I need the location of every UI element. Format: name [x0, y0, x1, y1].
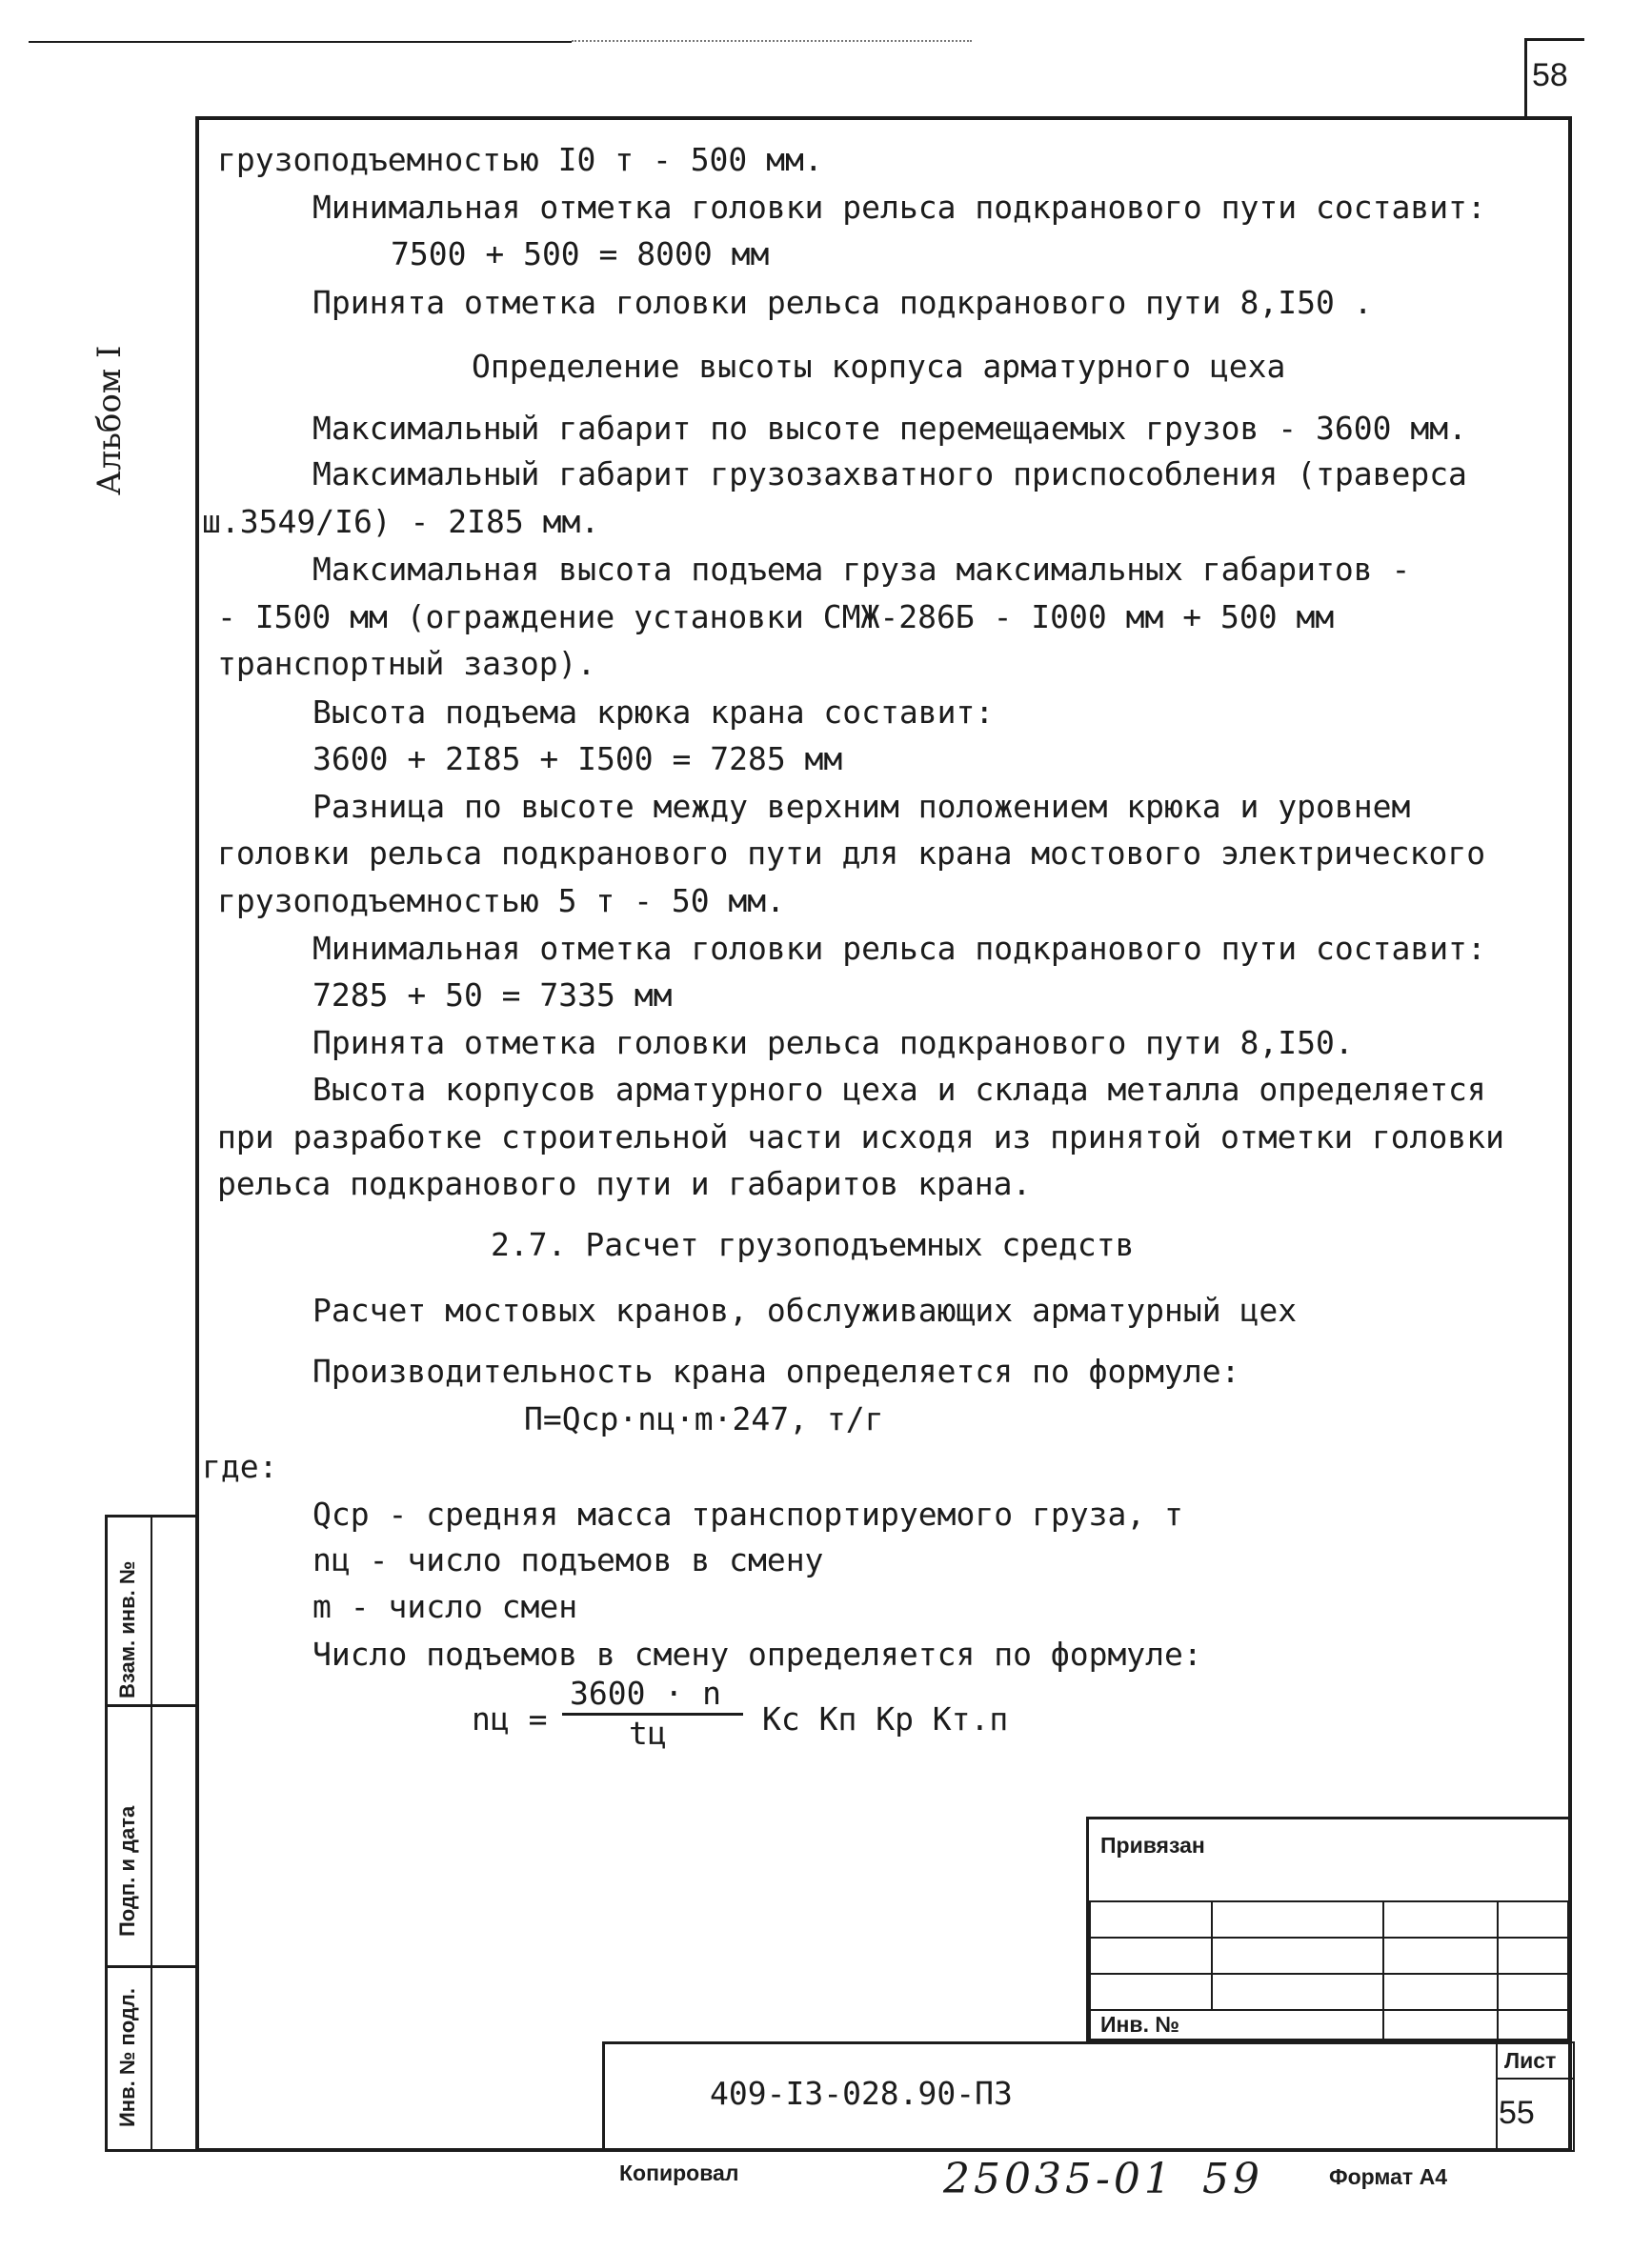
- linked-block: [1086, 1817, 1572, 2043]
- text-line: головки рельса подкранового пути для крана мостового электрического: [217, 834, 1486, 872]
- text-line: Расчет мостовых кранов, обслуживающих арматурный цех: [312, 1292, 1298, 1329]
- text-line: Минимальная отметка головки рельса подкранового пути составит:: [312, 930, 1486, 967]
- linked-cell: [1382, 1937, 1499, 1975]
- linked-cell: [1382, 1900, 1499, 1939]
- section-heading: 2.7. Расчет грузоподъемных средств: [491, 1226, 1135, 1263]
- formula-lhs: nц =: [472, 1700, 548, 1738]
- linked-cell: [1382, 1973, 1499, 2011]
- linked-cell: [1089, 1937, 1213, 1975]
- inv-cell: [1497, 2009, 1569, 2040]
- text-line: транспортный зазор).: [217, 645, 596, 682]
- formula-rhs: Кс Кп Кр Кт.п: [762, 1700, 1009, 1738]
- linked-cell: [1089, 1973, 1213, 2011]
- text-line: 7285 + 50 = 7335 мм: [312, 976, 673, 1014]
- linked-cell: [1211, 1937, 1384, 1975]
- text-line: Qср - средняя масса транспортируемого груза, т: [312, 1496, 1183, 1533]
- formula-numerator: 3600 · n: [570, 1675, 721, 1712]
- text-line: грузоподъемностью I0 т - 500 мм.: [217, 141, 823, 178]
- handwritten-number: 25035-01: [943, 2155, 1175, 2203]
- top-dotted-rule: [572, 40, 972, 44]
- text-line: m - число смен: [312, 1588, 578, 1625]
- linked-cell: [1211, 1900, 1384, 1939]
- text-line: Высота корпусов арматурного цеха и склада металла определяется: [312, 1071, 1486, 1108]
- album-label: Альбом I: [91, 345, 129, 495]
- text-line: 3600 + 2I85 + I500 = 7285 мм: [312, 740, 843, 777]
- sheet-label: Лист: [1504, 2048, 1557, 2073]
- inv-cell: [1382, 2009, 1499, 2040]
- text-line: Максимальный габарит по высоте перемещаемых грузов - 3600 мм.: [312, 410, 1467, 447]
- text-line: - I500 мм (ограждение установки СМЖ-286Б - I000 мм + 500 мм: [217, 598, 1335, 635]
- text-line: Высота подъема крюка крана составит:: [312, 693, 995, 731]
- text-line: Принята отметка головки рельса подкранового пути 8,I50.: [312, 1024, 1354, 1061]
- text-line: Принята отметка головки рельса подкранового пути 8,I50 .: [312, 284, 1373, 321]
- section-heading: Определение высоты корпуса арматурного цеха: [472, 348, 1286, 385]
- text-line: Число подъемов в смену определяется по формуле:: [312, 1636, 1202, 1673]
- linked-label: Привязан: [1100, 1833, 1205, 1858]
- text-line: рельса подкранового пути и габаритов крана.: [217, 1165, 1032, 1202]
- text-line: Максимальный габарит грузозахватного приспособления (траверса: [312, 455, 1467, 492]
- format-label: Формат А4: [1329, 2164, 1447, 2189]
- side-divider: [108, 1704, 198, 1707]
- handwritten-page: 59: [1202, 2155, 1263, 2203]
- linked-cell: [1497, 1900, 1569, 1939]
- text-line: Максимальная высота подъема груза максимальных габаритов -: [312, 551, 1411, 588]
- linked-cell: [1497, 1937, 1569, 1975]
- text-line: ш.3549/I6) - 2I85 мм.: [202, 503, 600, 540]
- side-stamp-table: [105, 1515, 195, 2152]
- copied-label: Копировал: [619, 2161, 739, 2185]
- linked-cell: [1497, 1973, 1569, 2011]
- top-rule: [29, 41, 572, 43]
- text-line: грузоподъемностью 5 т - 50 мм.: [217, 882, 786, 919]
- inv-label: Инв. №: [1100, 2012, 1179, 2037]
- text-line: где:: [202, 1448, 278, 1485]
- page-number: 58: [1532, 57, 1568, 93]
- text-line: Производительность крана определяется по формуле:: [312, 1353, 1240, 1390]
- formula-denominator: tц: [629, 1715, 667, 1752]
- sheet-number: 55: [1499, 2095, 1535, 2131]
- stamp-sign-date: Подп. и дата: [115, 1805, 139, 1937]
- text-line: nц - число подъемов в смену: [312, 1541, 824, 1578]
- main-stamp: [602, 2041, 1572, 2152]
- stamp-inv-original: Инв. № подл.: [115, 1988, 139, 2127]
- stamp-replace-inv: Взам. инв. №: [115, 1560, 139, 1698]
- text-line: 7500 + 500 = 8000 мм: [391, 235, 770, 272]
- document-code: 409-I3-028.90-ПЗ: [710, 2075, 1013, 2112]
- linked-cell: [1089, 1900, 1213, 1939]
- text-line: при разработке строительной части исходя из принятой отметки головки: [217, 1118, 1505, 1156]
- side-divider: [108, 1965, 198, 1968]
- text-line: Разница по высоте между верхним положением крюка и уровнем: [312, 788, 1411, 825]
- linked-cell: [1211, 1973, 1384, 2011]
- text-line: Минимальная отметка головки рельса подкранового пути составит:: [312, 189, 1486, 226]
- formula-line: П=Qср·nц·m·247, т/г: [524, 1400, 884, 1437]
